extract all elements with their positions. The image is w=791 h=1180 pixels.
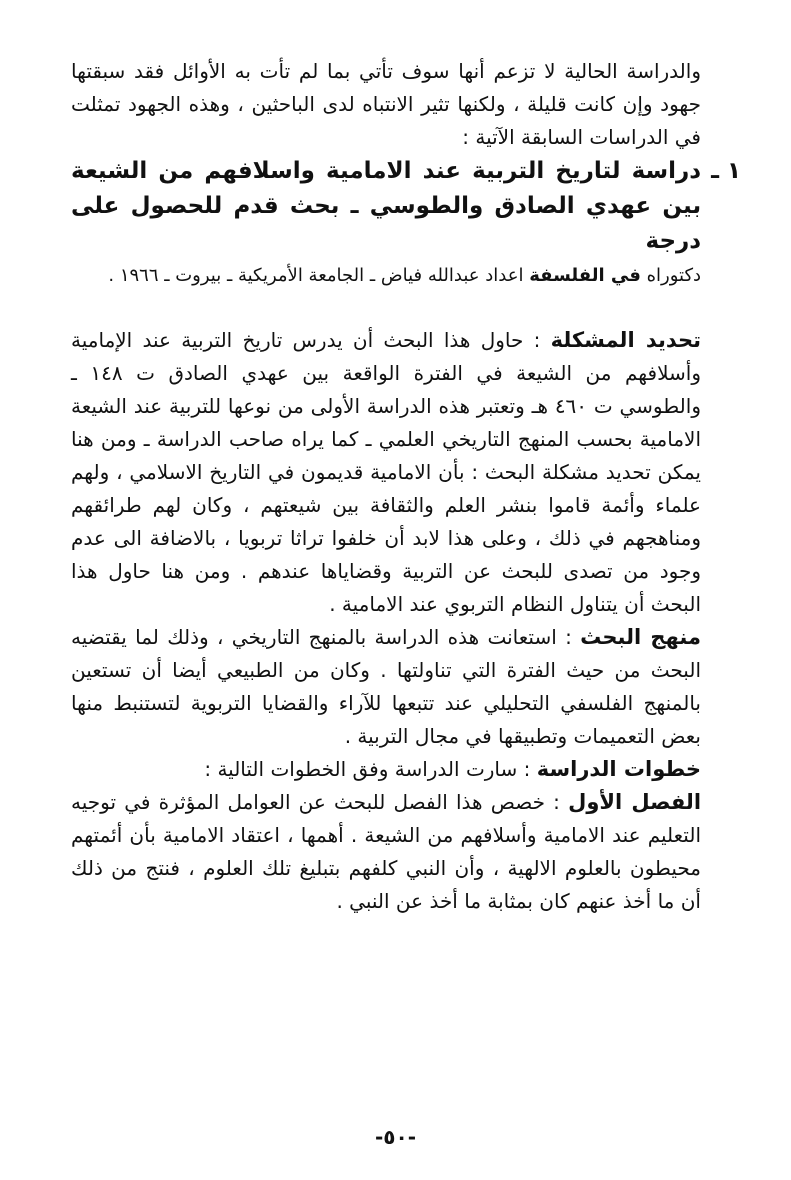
study-field: في الفلسفة xyxy=(529,265,641,286)
chapter-one-heading: الفصل الأول xyxy=(568,790,702,814)
intro-paragraph: والدراسة الحالية لا تزعم أنها سوف تأتي بما لم تأت به الأوائل فقد سبقتها جهود وإن كانت قليلة ، ولكنها تثير الانتباه لدى الباحثين ، وهذه الجهود تمثلت في الدراسات السابقة الآتية : xyxy=(71,59,701,149)
document-page xyxy=(71,55,741,918)
previous-study-entry xyxy=(71,154,741,292)
problem-text: : حاول هذا البحث أن يدرس تاريخ التربية عند الإمامية وأسلافهم من الشيعة في الفترة الواقعة بين عهدي الصادق ت ١٤٨ ـ والطوسي ت ٤٦٠ هـ وتعتبر هذه الدراسة الأولى من نوعها للتربية عند الشيعة الامامية بحسب المنهج التاريخي العلمي ـ كما يراه صاحب الدراسة ـ ومن هنا يمكن تحديد مشكلة البحث : بأن الامامية قديمون في التاريخ الاسلامي ، ولهم علماء وأئمة قاموا بنشر العلم والثقافة بين شيعتهم ، وكان لهم طرائقهم ومناهجهم في ذلك ، وعلى هذا لابد أن خلفوا تراثا تربويا ، بالاضافة الى عدم وجود من تصدى للبحث عن التربية وقضاياها عندهم . ومن هنا حاول هذا البحث أن يتناول النظام التربوي عند الامامية . xyxy=(71,328,701,616)
study-author-publisher: اعداد عبدالله فياض ـ الجامعة الأمريكية ـ بيروت ـ ١٩٦٦ . xyxy=(108,265,524,286)
study-details xyxy=(71,259,701,292)
method-heading: منهج البحث xyxy=(580,625,701,649)
steps-heading: خطوات الدراسة xyxy=(536,757,701,781)
steps-paragraph xyxy=(71,753,741,786)
steps-text: : سارت الدراسة وفق الخطوات التالية : xyxy=(204,757,531,781)
problem-heading: تحديد المشكلة xyxy=(550,328,702,352)
chapter-one-paragraph xyxy=(71,786,741,918)
method-text: : استعانت هذه الدراسة بالمنهج التاريخي ، وذلك لما يقتضيه البحث من حيث الفترة التي تناولتها . وكان من الطبيعي أيضا أن تستعين بالمنهج الفلسفي التحليلي عند تتبعها للآراء والقضايا التربوية لتستنبط منها بعض التعميمات وتطبيقها في مجال التربية . xyxy=(71,625,701,748)
problem-paragraph xyxy=(71,324,741,621)
chapter-one-text: : خصص هذا الفصل للبحث عن العوامل المؤثرة في توجيه التعليم عند الامامية وأسلافهم من الشيعة . أهمها ، اعتقاد الامامية بأن أئمتهم محيطون بالعلوم الالهية ، وأن النبي كلفهم بتبليغ تلك العلوم ، فنتج من ذلك أن ما أخذ عنهم كان بمثابة ما أخذ عن النبي . xyxy=(71,790,701,913)
study-entry-body xyxy=(71,154,701,292)
method-paragraph xyxy=(71,621,741,753)
page-number: -٥٠- xyxy=(374,1125,417,1149)
study-number: ١ ـ xyxy=(711,158,741,184)
study-title: دراسة لتاريخ التربية عند الامامية واسلافهم من الشيعة بين عهدي الصادق والطوسي ـ بحث قدم للحصول على درجة xyxy=(71,158,702,254)
study-degree: دكتوراه xyxy=(646,265,702,286)
